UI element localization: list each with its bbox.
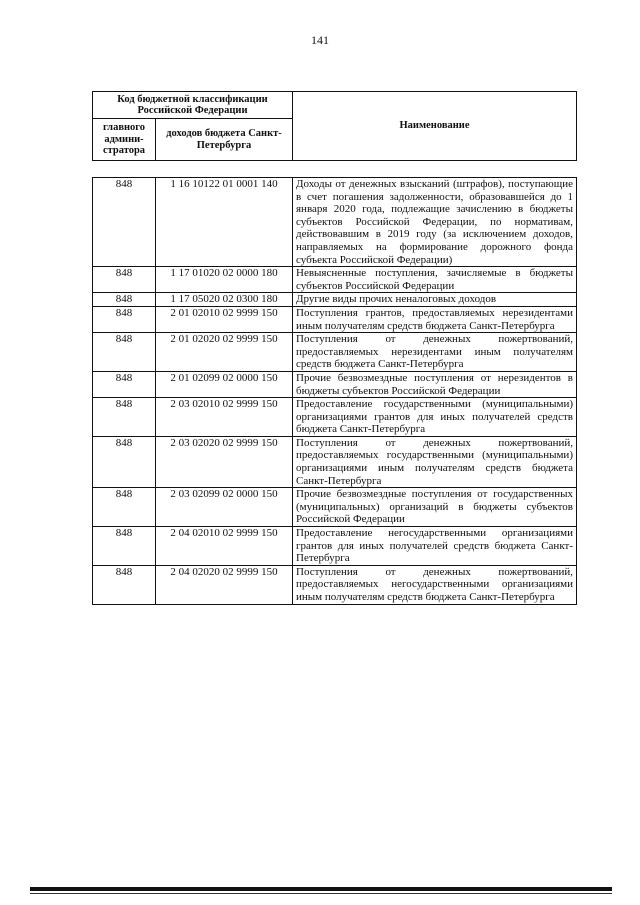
name-cell: Предоставление государственными (муниципальными) организациями грантов для иных получателей средств бюджета Санкт-Петербурга [293,398,577,437]
admin-code-cell: 848 [93,488,156,527]
income-code-cell: 2 01 02020 02 9999 150 [156,333,293,372]
name-cell: Другие виды прочих неналоговых доходов [293,293,577,307]
name-cell: Прочие безвозмездные поступления от нерезидентов в бюджеты субъектов Российской Федерации [293,371,577,397]
income-code-cell: 2 03 02010 02 9999 150 [156,398,293,437]
name-cell: Поступления от денежных пожертвований, предоставляемых негосударственными организациями иным получателям средств бюджета Санкт-Петербурга [293,565,577,604]
table-row [93,178,577,267]
admin-column-header: главного админи-стратора [93,119,156,161]
name-cell: Поступления от денежных пожертвований, предоставляемых государственными (муниципальными) организациями иным получателям средств бюджета Санкт-Петербурга [293,436,577,487]
name-cell: Доходы от денежных взысканий (штрафов), поступающие в счет погашения задолженности, образовавшейся до 1 января 2020 года, подлежащие зачислению в бюджеты субъектов Российской Федерации, по нормативам, действовавшим в 2019 году (за исключением доходов, направляемых на формирование дорожного фонда субъекта Российской Федерации) [293,178,577,267]
footer-rule [30,887,612,891]
name-column-header: Наименование [293,92,577,161]
admin-code-cell: 848 [93,293,156,307]
header-table [92,91,577,161]
name-cell: Поступления от денежных пожертвований, предоставляемых нерезидентами иным получателям средств бюджета Санкт-Петербурга [293,333,577,372]
admin-code-cell: 848 [93,527,156,566]
admin-code-cell: 848 [93,178,156,267]
footer-rule-thin [30,893,612,894]
name-cell: Невыясненные поступления, зачисляемые в бюджеты субъектов Российской Федерации [293,267,577,293]
table-row [93,333,577,372]
income-code-cell: 2 04 02020 02 9999 150 [156,565,293,604]
table-row [93,306,577,332]
data-table [92,177,577,605]
table-row [93,436,577,487]
name-cell: Предоставление негосударственными организациями грантов для иных получателей средств бюджета Санкт-Петербурга [293,527,577,566]
admin-code-cell: 848 [93,565,156,604]
table-row [93,565,577,604]
admin-code-cell: 848 [93,333,156,372]
table-row [93,398,577,437]
income-code-cell: 1 17 05020 02 0300 180 [156,293,293,307]
income-code-cell: 1 16 10122 01 0001 140 [156,178,293,267]
page-number: 141 [311,33,329,47]
admin-code-cell: 848 [93,267,156,293]
kbk-title: Код бюджетной классификации Российской Федерации [93,92,293,119]
table-row [93,371,577,397]
income-code-cell: 2 04 02010 02 9999 150 [156,527,293,566]
income-code-cell: 2 03 02020 02 9999 150 [156,436,293,487]
income-code-cell: 2 01 02099 02 0000 150 [156,371,293,397]
table-row [93,488,577,527]
income-code-cell: 2 01 02010 02 9999 150 [156,306,293,332]
income-code-cell: 1 17 01020 02 0000 180 [156,267,293,293]
admin-code-cell: 848 [93,436,156,487]
admin-code-cell: 848 [93,398,156,437]
admin-code-cell: 848 [93,371,156,397]
income-code-cell: 2 03 02099 02 0000 150 [156,488,293,527]
table-row [93,267,577,293]
name-cell: Поступления грантов, предоставляемых нерезидентами иным получателям средств бюджета Санкт-Петербурга [293,306,577,332]
table-row [93,293,577,307]
table-row [93,527,577,566]
admin-code-cell: 848 [93,306,156,332]
income-column-header: доходов бюджета Санкт-Петербурга [156,119,293,161]
name-cell: Прочие безвозмездные поступления от государственных (муниципальных) организаций в бюджеты субъектов Российской Федерации [293,488,577,527]
